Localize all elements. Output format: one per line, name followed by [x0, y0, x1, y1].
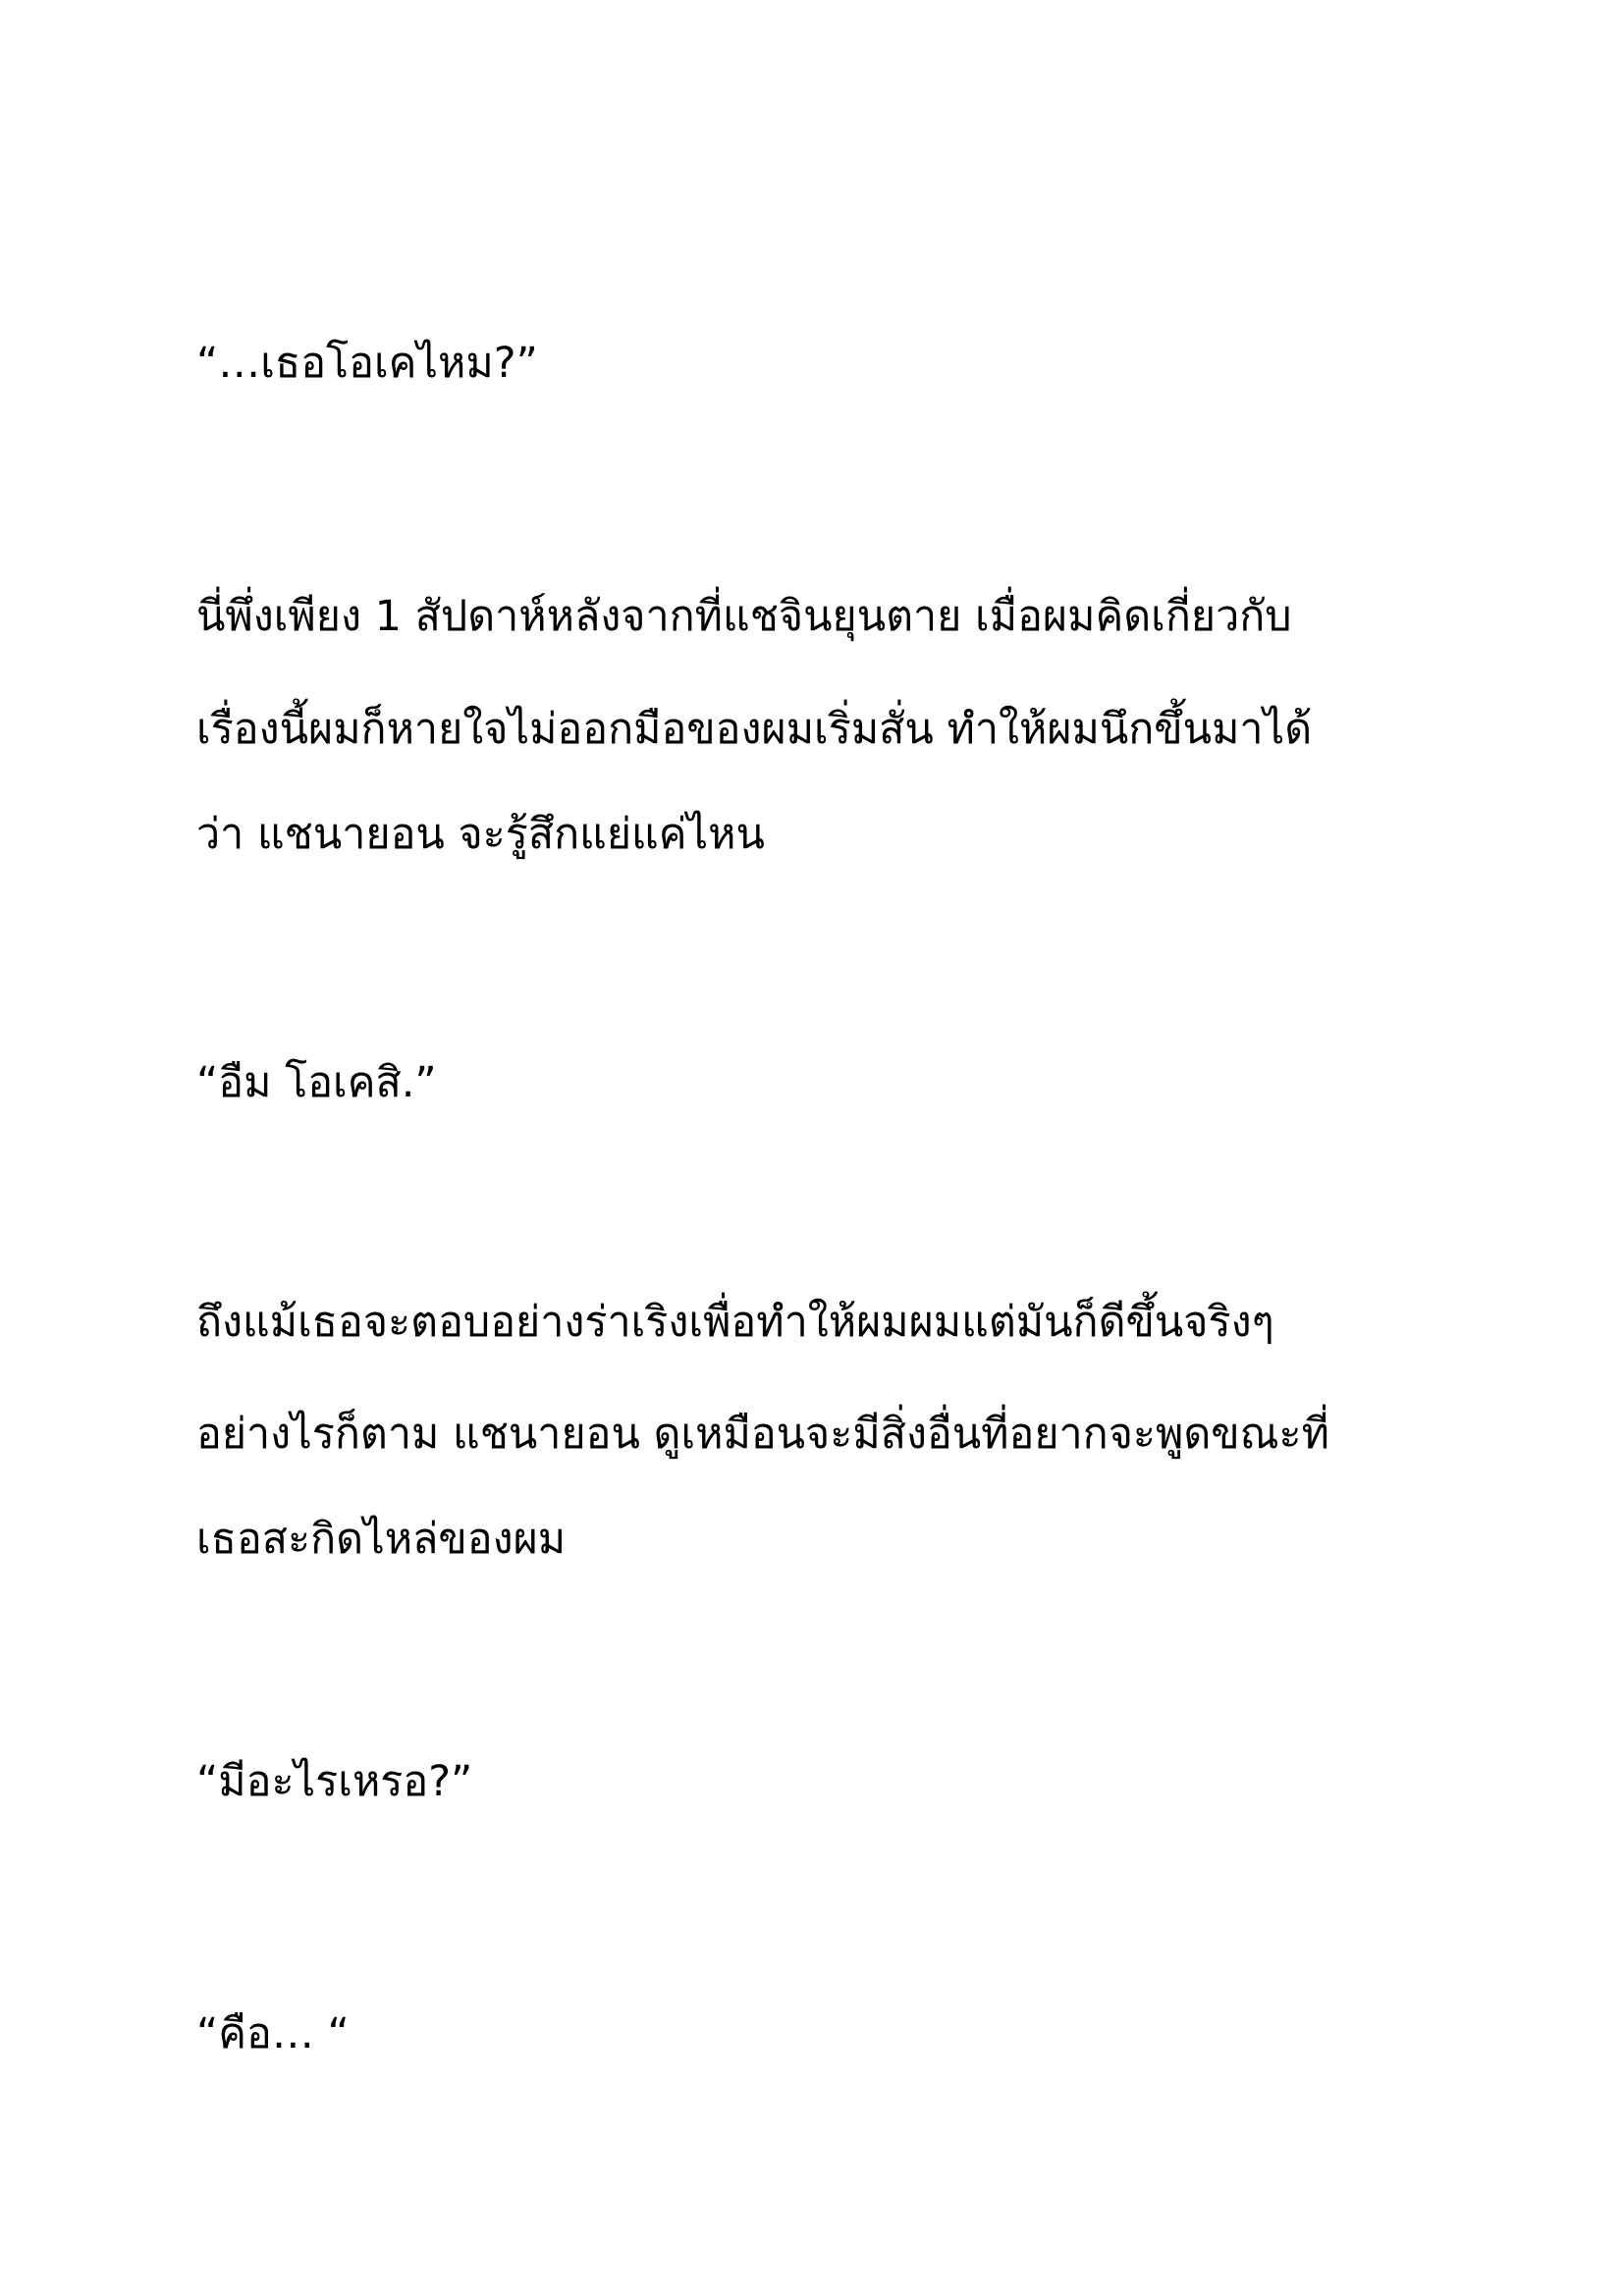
- narrative-line: เรื่องนี้ผมก็หายใจไม่ออกมือของผมเริ่มสั่น ทำให้ผมนึกขึ้นมาได้: [196, 705, 1313, 754]
- narrative-line: ว่า แชนายอน จะรู้สึกแย่แค่ไหน: [196, 810, 765, 859]
- dialogue-line: “…เธอโอเคไหม?”: [196, 339, 538, 388]
- dialogue-line: “มีอะไรเหรอ?”: [196, 1757, 473, 1806]
- narrative-line: ถึงแม้เธอจะตอบอย่างร่าเริงเพื่อทำให้ผมผมแต่มันก็ดีขึ้นจริงๆ: [196, 1298, 1274, 1347]
- narrative-line: นี่พึ่งเพียง 1 สัปดาห์หลังจากที่แชจินยุนตาย เมื่อผมคิดเกี่ยวกับ: [196, 592, 1292, 641]
- dialogue-line: “คือ… “: [196, 2009, 350, 2058]
- dialogue-line: “อืม โอเคสิ.”: [196, 1058, 437, 1107]
- narrative-line: เธอสะกิดไหล่ของผม: [196, 1515, 567, 1564]
- narrative-line: อย่างไรก็ตาม แชนายอน ดูเหมือนจะมีสิ่งอื่นที่อยากจะพูดขณะที่: [196, 1410, 1329, 1459]
